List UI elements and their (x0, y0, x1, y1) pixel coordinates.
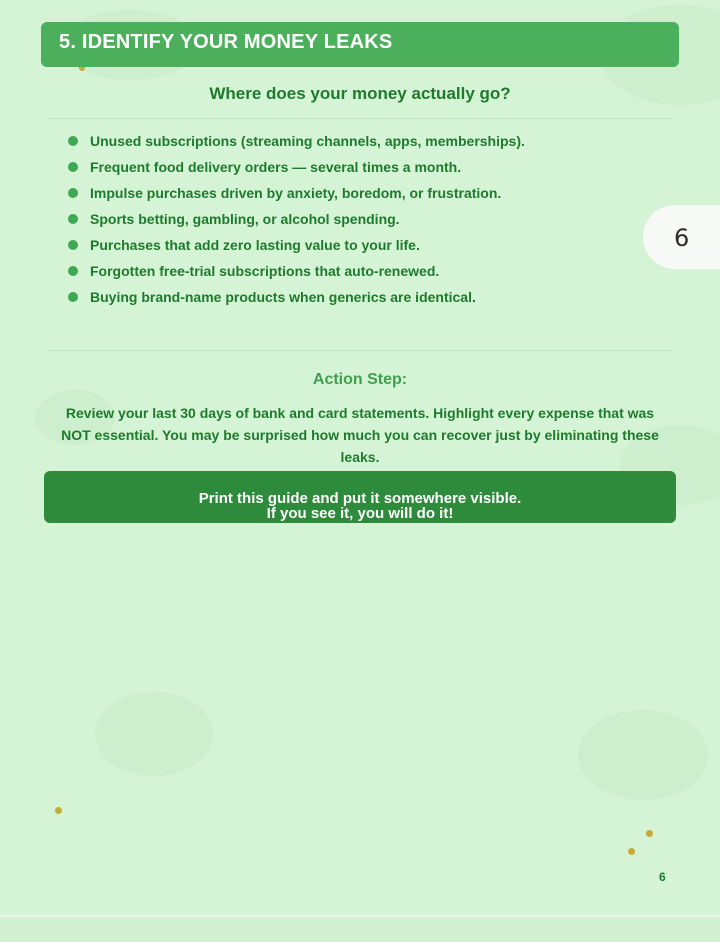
decorative-dot (628, 848, 635, 855)
decorative-dot (646, 830, 653, 837)
list-item (68, 288, 525, 314)
bullet-dot-icon (68, 266, 78, 276)
page-bottom-strip (0, 915, 720, 942)
divider (47, 118, 673, 119)
section-subtitle: Where does your money actually go? (209, 84, 511, 103)
list-item (68, 132, 525, 158)
list-item (68, 262, 525, 288)
decorative-blob (95, 692, 213, 776)
list-item (68, 236, 525, 262)
list-item-text: Frequent food delivery orders — several times a month. (90, 159, 462, 175)
section-title: 5. IDENTIFY YOUR MONEY LEAKS (59, 31, 393, 53)
bullet-dot-icon (68, 292, 78, 302)
action-step-body: Review your last 30 days of bank and card statements. Highlight every expense that was NOT essential. You may be surprised how much you can recover just by eliminating these leaks. (61, 405, 659, 465)
list-item-text: Impulse purchases driven by anxiety, boredom, or frustration. (90, 185, 502, 201)
footer-page-number: 6 (659, 870, 666, 884)
bullet-dot-icon (68, 214, 78, 224)
list-item-text: Sports betting, gambling, or alcohol spending. (90, 211, 400, 227)
cta-line-1: Print this guide and put it somewhere visible. (198, 490, 522, 507)
list-item-text: Forgotten free-trial subscriptions that auto-renewed. (90, 263, 440, 279)
list-item-text: Unused subscriptions (streaming channels, apps, memberships). (90, 133, 525, 149)
divider (47, 350, 673, 351)
list-item (68, 184, 525, 210)
list-item-text: Purchases that add zero lasting value to your life. (90, 237, 420, 253)
page-number-tab[interactable] (643, 205, 720, 269)
bullet-dot-icon (68, 136, 78, 146)
bullet-dot-icon (68, 162, 78, 172)
list-item (68, 158, 525, 184)
action-step-title: Action Step: (312, 371, 408, 388)
money-leaks-list (68, 132, 525, 314)
page-tab-number: 6 (674, 224, 690, 252)
list-item-text: Buying brand-name products when generics are identical. (90, 289, 476, 305)
section-header-bar (41, 22, 679, 67)
cta-banner (44, 471, 676, 523)
cta-line-2: If you see it, you will do it! (266, 505, 454, 522)
decorative-blob (578, 710, 708, 800)
bullet-dot-icon (68, 240, 78, 250)
bullet-dot-icon (68, 188, 78, 198)
decorative-dot (55, 807, 62, 814)
list-item (68, 210, 525, 236)
